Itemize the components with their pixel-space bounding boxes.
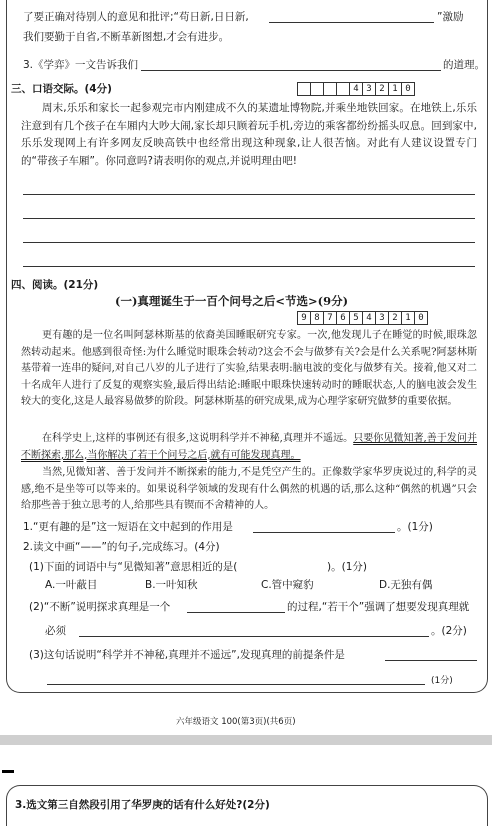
passage-paragraph-1: 更有趣的是一位名叫阿瑟林斯基的依裔美国睡眠研究专家。一次,他发现儿子在睡觉的时候,眼珠忽然转动起来。他感到很奇怪:为什么睡觉时眼珠会转动?这会不会与做梦有关?会是什么关系呢?阿瑟林斯基带着一连串的疑问,对自己八岁的儿子进行了实验,结果表明:脑电波的变化与做梦有关。接着,他又对二十名成年人进行了反复的观察实验,最后得出结论:睡眠中眼珠快速转动时的睡眠状态,人的脑电波会发生较大的变化,这是人最容易做梦的阶段。阿瑟林斯基的研究成果,成为心理学家研究做梦的重要依据。 <box>21 330 477 408</box>
answer-line[interactable] <box>385 660 477 661</box>
answer-line[interactable] <box>269 22 434 23</box>
answer-line[interactable] <box>79 636 429 637</box>
writing-line[interactable] <box>23 242 475 243</box>
question-3-end: 的道理。 <box>443 59 485 71</box>
score-cell <box>324 83 337 95</box>
score-cell: 4 <box>363 312 376 324</box>
option-b[interactable]: B.一叶知秋 <box>145 579 198 591</box>
score-cell: 3 <box>363 83 376 95</box>
score-cell: 2 <box>376 83 389 95</box>
option-c[interactable]: C.管中窥豹 <box>261 579 314 591</box>
passage-paragraph-3: 当然,见微知著、善于发问并不断探索的能力,不是凭空产生的。正像数学家华罗庚说过的,科学的灵感,绝不是坐等可以等来的。如果说科学领域的发现有什么偶然的机遇的话,那么这种“偶然的机遇”只会给那些善于独立思考的人,给那些具有锲而不舍精神的人。 <box>21 467 477 512</box>
writing-line[interactable] <box>23 218 475 219</box>
question-3-next-prompt: 3.选文第三自然段引用了华罗庚的话有什么好处?(2分) <box>15 799 270 811</box>
sec2-line2: 我们要勤于自省,不断革新图想,才会有进步。 <box>23 31 230 43</box>
answer-line[interactable] <box>47 684 425 685</box>
question-2-2-continued: 必须 <box>45 625 66 637</box>
writing-line[interactable] <box>23 266 475 267</box>
passage-text: 在科学史上,这样的事例还有很多,这说明科学并不神秘,真理并不遥远。 <box>42 433 354 444</box>
section-3-paragraph: 周末,乐乐和家长一起参观完市内刚建成不久的某遗址博物院,并乘坐地铁回家。在地铁上,乐乐注意到有几个孩子在车厢内大吵大闹,家长却只顾着玩手机,旁边的乘客都纷纷摇头叹息。回到家中,乐乐发现网上有许多网友反映高铁中也经常出现这种现象,让人很苦恼。对此有人建议设置专门的“带孩子车厢”。你同意吗?请表明你的观点,并说明理由吧! <box>21 102 477 167</box>
edge-mark <box>2 770 14 773</box>
page-gap <box>0 735 492 745</box>
question-2-2-score: 。(2分) <box>431 625 467 637</box>
score-cell: 2 <box>389 312 402 324</box>
next-exam-page <box>6 785 488 826</box>
question-2-1-prompt: (1)下面的词语中与“见微知著”意思相近的是( <box>29 561 238 573</box>
score-cell: 8 <box>311 312 324 324</box>
section-3-heading: 三、口语交际。(4分) <box>11 83 112 95</box>
page-footer: 六年级语文 100(第3页)(共6页) <box>176 717 296 727</box>
sec2-line1-start: 了要正确对待别人的意见和批评;“苟日新,日日新, <box>23 11 249 23</box>
score-cell <box>337 83 350 95</box>
question-2-3-score: (1分) <box>431 676 453 686</box>
question-2-2-prompt: (2)“不断”说明探求真理是一个 <box>29 601 171 613</box>
score-cell: 9 <box>298 312 311 324</box>
score-cell <box>311 83 324 95</box>
exam-page <box>6 0 488 693</box>
score-box <box>297 311 428 325</box>
answer-line[interactable] <box>141 70 441 71</box>
score-cell <box>298 83 311 95</box>
question-2-2-middle: 的过程,“若干个”强调了想要发现真理就 <box>287 601 470 613</box>
question-2-3-prompt: (3)这句话说明“科学并不神秘,真理并不遥远”,发现真理的前提条件是 <box>29 649 345 661</box>
score-cell: 0 <box>405 84 411 94</box>
question-1-score: 。(1分) <box>397 521 433 533</box>
question-2-1-score: )。(1分) <box>327 561 367 573</box>
score-cell: 0 <box>418 313 424 323</box>
question-2-prompt: 2.读文中画“——”的句子,完成练习。(4分) <box>23 541 220 553</box>
option-d[interactable]: D.无独有偶 <box>379 579 433 591</box>
answer-line[interactable] <box>187 612 285 613</box>
score-cell: 3 <box>376 312 389 324</box>
score-cell: 7 <box>324 312 337 324</box>
score-cell: 1 <box>402 312 415 324</box>
passage-title: (一)真理诞生于一百个问号之后<节选>(9分) <box>115 294 349 308</box>
writing-line[interactable] <box>23 194 475 195</box>
score-box <box>297 82 415 96</box>
score-cell: 1 <box>389 83 402 95</box>
question-3-prompt: 3.《学弈》一文告诉我们 <box>23 59 139 71</box>
score-cell: 4 <box>350 83 363 95</box>
score-cell: 6 <box>337 312 350 324</box>
score-cell: 5 <box>350 312 363 324</box>
passage-paragraph-2 <box>21 431 477 464</box>
sec2-line1-end: ”激励 <box>437 11 464 23</box>
answer-line[interactable] <box>253 532 395 533</box>
question-1-prompt: 1.“更有趣的是”这一短语在文中起到的作用是 <box>23 521 233 533</box>
section-4-heading: 四、阅读。(21分) <box>11 279 99 291</box>
underlined-sentence: 只要你见微知著,善于发问并不断探索,那么,当你解决了若干个问号之后,就有可能发现真理。 <box>21 433 477 461</box>
option-a[interactable]: A.一叶蔽目 <box>45 579 98 591</box>
